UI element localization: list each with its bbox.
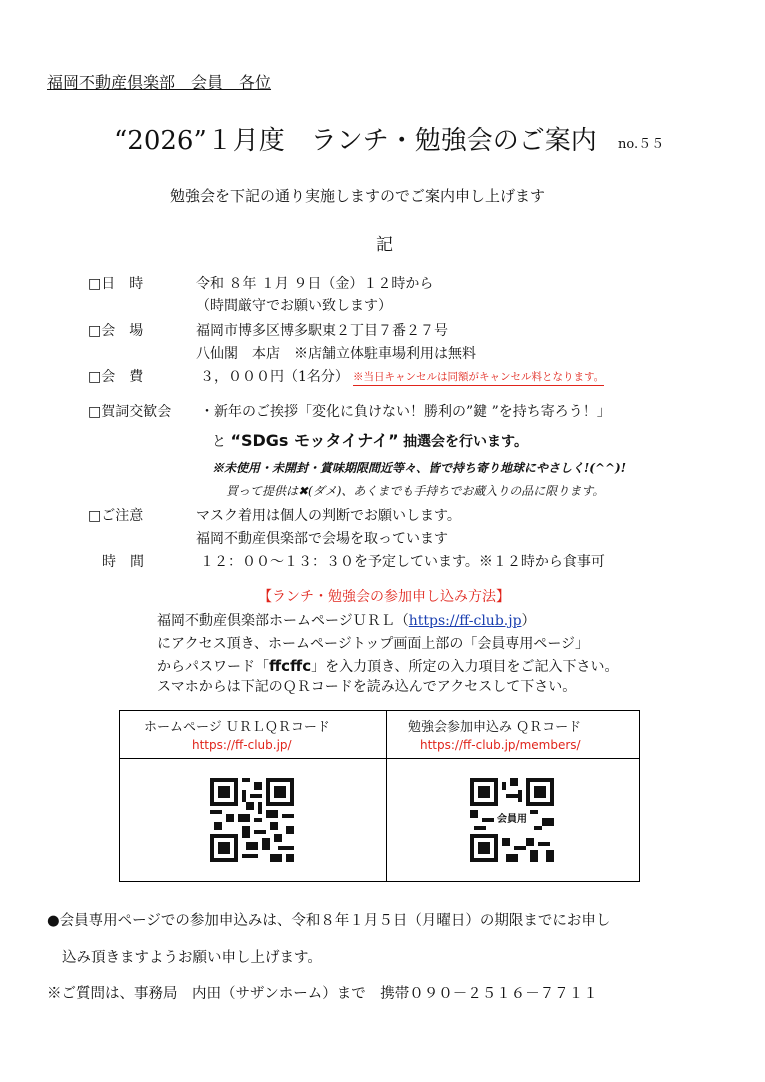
application-heading: 【ランチ・勉強会の参加申し込み方法】: [258, 589, 510, 605]
application-line-3-pre: からパスワード「: [157, 659, 269, 675]
party-label: □賀詞交歓会: [88, 404, 172, 420]
caution-line-1: マスク着用は個人の判断でお願いします。: [196, 508, 461, 524]
application-line-1-post: ）: [521, 613, 536, 629]
members-qr-code[interactable]: [470, 778, 554, 862]
application-line-1: [157, 610, 536, 630]
deadline-line-2: 込み頂きますようお願い申し上げます。: [62, 950, 322, 966]
party-lottery: [212, 428, 528, 451]
fee-value: ３，０００円（1名分）: [200, 369, 349, 385]
ki-heading: 記: [376, 235, 393, 255]
table-divider-horizontal: [120, 758, 639, 759]
qr-left-title: ホームページ ＵＲＬＱＲコード: [144, 720, 330, 735]
time-label: 時 間: [102, 554, 144, 570]
homepage-qr-code[interactable]: [210, 778, 294, 862]
party-note-1: ※未使用・未開封・賞味期限間近等々、皆で持ち寄り地球にやさしく!(^^)!: [212, 461, 627, 475]
homepage-link[interactable]: https://ff-club.jp: [408, 613, 522, 629]
sdgs-text: “SDGs モッタイナイ”: [230, 431, 399, 450]
page-title: “2026”１月度 ランチ・勉強会のご案内: [114, 126, 597, 156]
homepage-qr-pattern: [210, 778, 294, 862]
qr-code-table: [119, 710, 640, 882]
caution-line-2: 福岡不動産倶楽部で会場を取っています: [196, 531, 448, 547]
time-value: １２：００～１３：３０を予定しています。※１２時から食事可: [200, 554, 605, 570]
date-value: 令和 ８年 １月 ９日（金）１２時から: [196, 276, 434, 292]
venue-name: 八仙閣 本店 ※店舗立体駐車場利用は無料: [196, 346, 476, 362]
fee-label: □会 費: [88, 369, 144, 385]
application-line-4: スマホからは下記のＱＲコードを読み込んでアクセスして下さい。: [157, 679, 577, 695]
venue-label: □会 場: [88, 323, 144, 339]
intro-text: 勉強会を下記の通り実施しますのでご案内申し上げます: [170, 187, 546, 205]
party-lottery-pre: と: [212, 434, 226, 450]
fee-cancel-note: ※当日キャンセルは同額がキャンセル料となります。: [353, 369, 604, 386]
caution-label: □ご注意: [88, 508, 144, 524]
application-line-3-post: 」を入力頂き、所定の入力項目をご記入下さい。: [311, 659, 619, 675]
party-lottery-post: 抽選会を行います。: [403, 434, 528, 450]
qr-right-url[interactable]: https://ff-club.jp/members/: [420, 738, 581, 752]
password-text: ffcffc: [269, 657, 312, 675]
issue-number: no.５５: [618, 137, 665, 152]
table-divider-vertical: [386, 711, 387, 881]
application-line-1-pre: 福岡不動産倶楽部ホームページＵＲＬ（: [157, 613, 409, 629]
party-note-2: 買って提供は✖(ダメ)、あくまでも手持ちでお蔵入りの品に限ります。: [226, 484, 605, 498]
qr-left-url[interactable]: https://ff-club.jp/: [192, 738, 292, 752]
application-line-3: [157, 656, 619, 676]
party-greeting: ・新年のご挨拶「変化に負けない！勝利の”鍵 ”を持ち寄ろう！」: [200, 404, 611, 420]
deadline-line-1: ●会員専用ページでの参加申込みは、令和８年１月５日（月曜日）の期限までにお申し: [47, 913, 611, 929]
venue-address: 福岡市博多区博多駅東２丁目７番２７号: [196, 323, 448, 339]
application-line-2: にアクセス頂き、ホームページトップ画面上部の「会員専用ページ」: [157, 636, 590, 652]
date-label: □日 時: [88, 276, 144, 292]
members-qr-label: 会員用: [494, 812, 530, 828]
contact-info: ※ご質問は、事務局 内田（サザンホーム）まで 携帯０９０－２５１６－７７１１: [47, 986, 598, 1002]
date-note: （時間厳守でお願い致します）: [196, 298, 392, 314]
addressee: 福岡不動産倶楽部 会員 各位: [47, 73, 272, 92]
qr-right-title: 勉強会参加申込み ＱＲコード: [408, 720, 582, 735]
